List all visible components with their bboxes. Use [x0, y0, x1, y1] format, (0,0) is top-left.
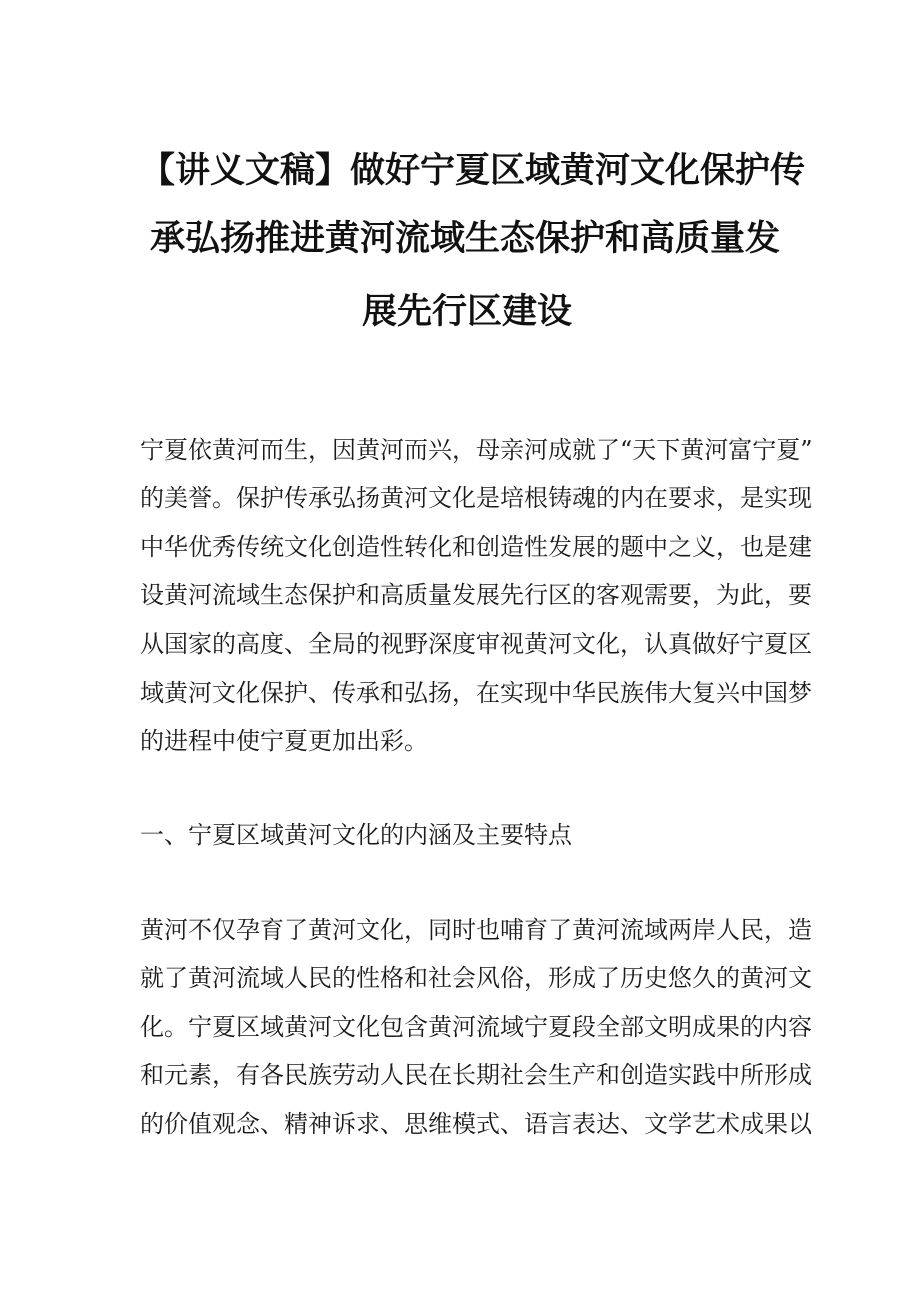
paragraph-1-line-6: 域黄河文化保护、传承和弘扬，在实现中华民族伟大复兴中国梦: [140, 679, 812, 707]
paragraph-1-line-5: 从国家的高度、全局的视野深度审视黄河文化，认真做好宁夏区: [140, 630, 812, 658]
paragraph-1-line-2: 的美誉。保护传承弘扬黄河文化是培根铸魂的内在要求，是实现: [140, 484, 812, 512]
paragraph-2-line-5: 的价值观念、精神诉求、思维模式、语言表达、文学艺术成果以: [140, 1110, 812, 1138]
document-title-line-1: 【讲义文稿】做好宁夏区域黄河文化保护传: [140, 151, 806, 191]
paragraph-2-line-3: 化。宁夏区域黄河文化包含黄河流域宁夏段全部文明成果的内容: [140, 1013, 812, 1041]
paragraph-1-line-3: 中华优秀传统文化创造性转化和创造性发展的题中之义，也是建: [140, 533, 812, 561]
paragraph-1-line-4: 设黄河流域生态保护和高质量发展先行区的客观需要，为此，要: [140, 581, 812, 609]
section-heading: 一、宁夏区域黄河文化的内涵及主要特点: [140, 821, 572, 849]
document-title-line-3: 展先行区建设: [362, 292, 573, 332]
paragraph-2-line-2: 就了黄河流域人民的性格和社会风俗，形成了历史悠久的黄河文: [140, 964, 812, 992]
paragraph-1-line-7: 的进程中使宁夏更加出彩。: [140, 727, 428, 755]
paragraph-2-line-1: 黄河不仅孕育了黄河文化，同时也哺育了黄河流域两岸人民，造: [140, 916, 812, 944]
paragraph-2-line-4: 和元素，有各民族劳动人民在长期社会生产和创造实践中所形成: [140, 1061, 812, 1089]
paragraph-1-line-1: 宁夏依黄河而生，因黄河而兴，母亲河成就了“天下黄河富宁夏”: [140, 436, 813, 464]
document-title-line-2: 承弘扬推进黄河流域生态保护和高质量发: [150, 219, 781, 259]
